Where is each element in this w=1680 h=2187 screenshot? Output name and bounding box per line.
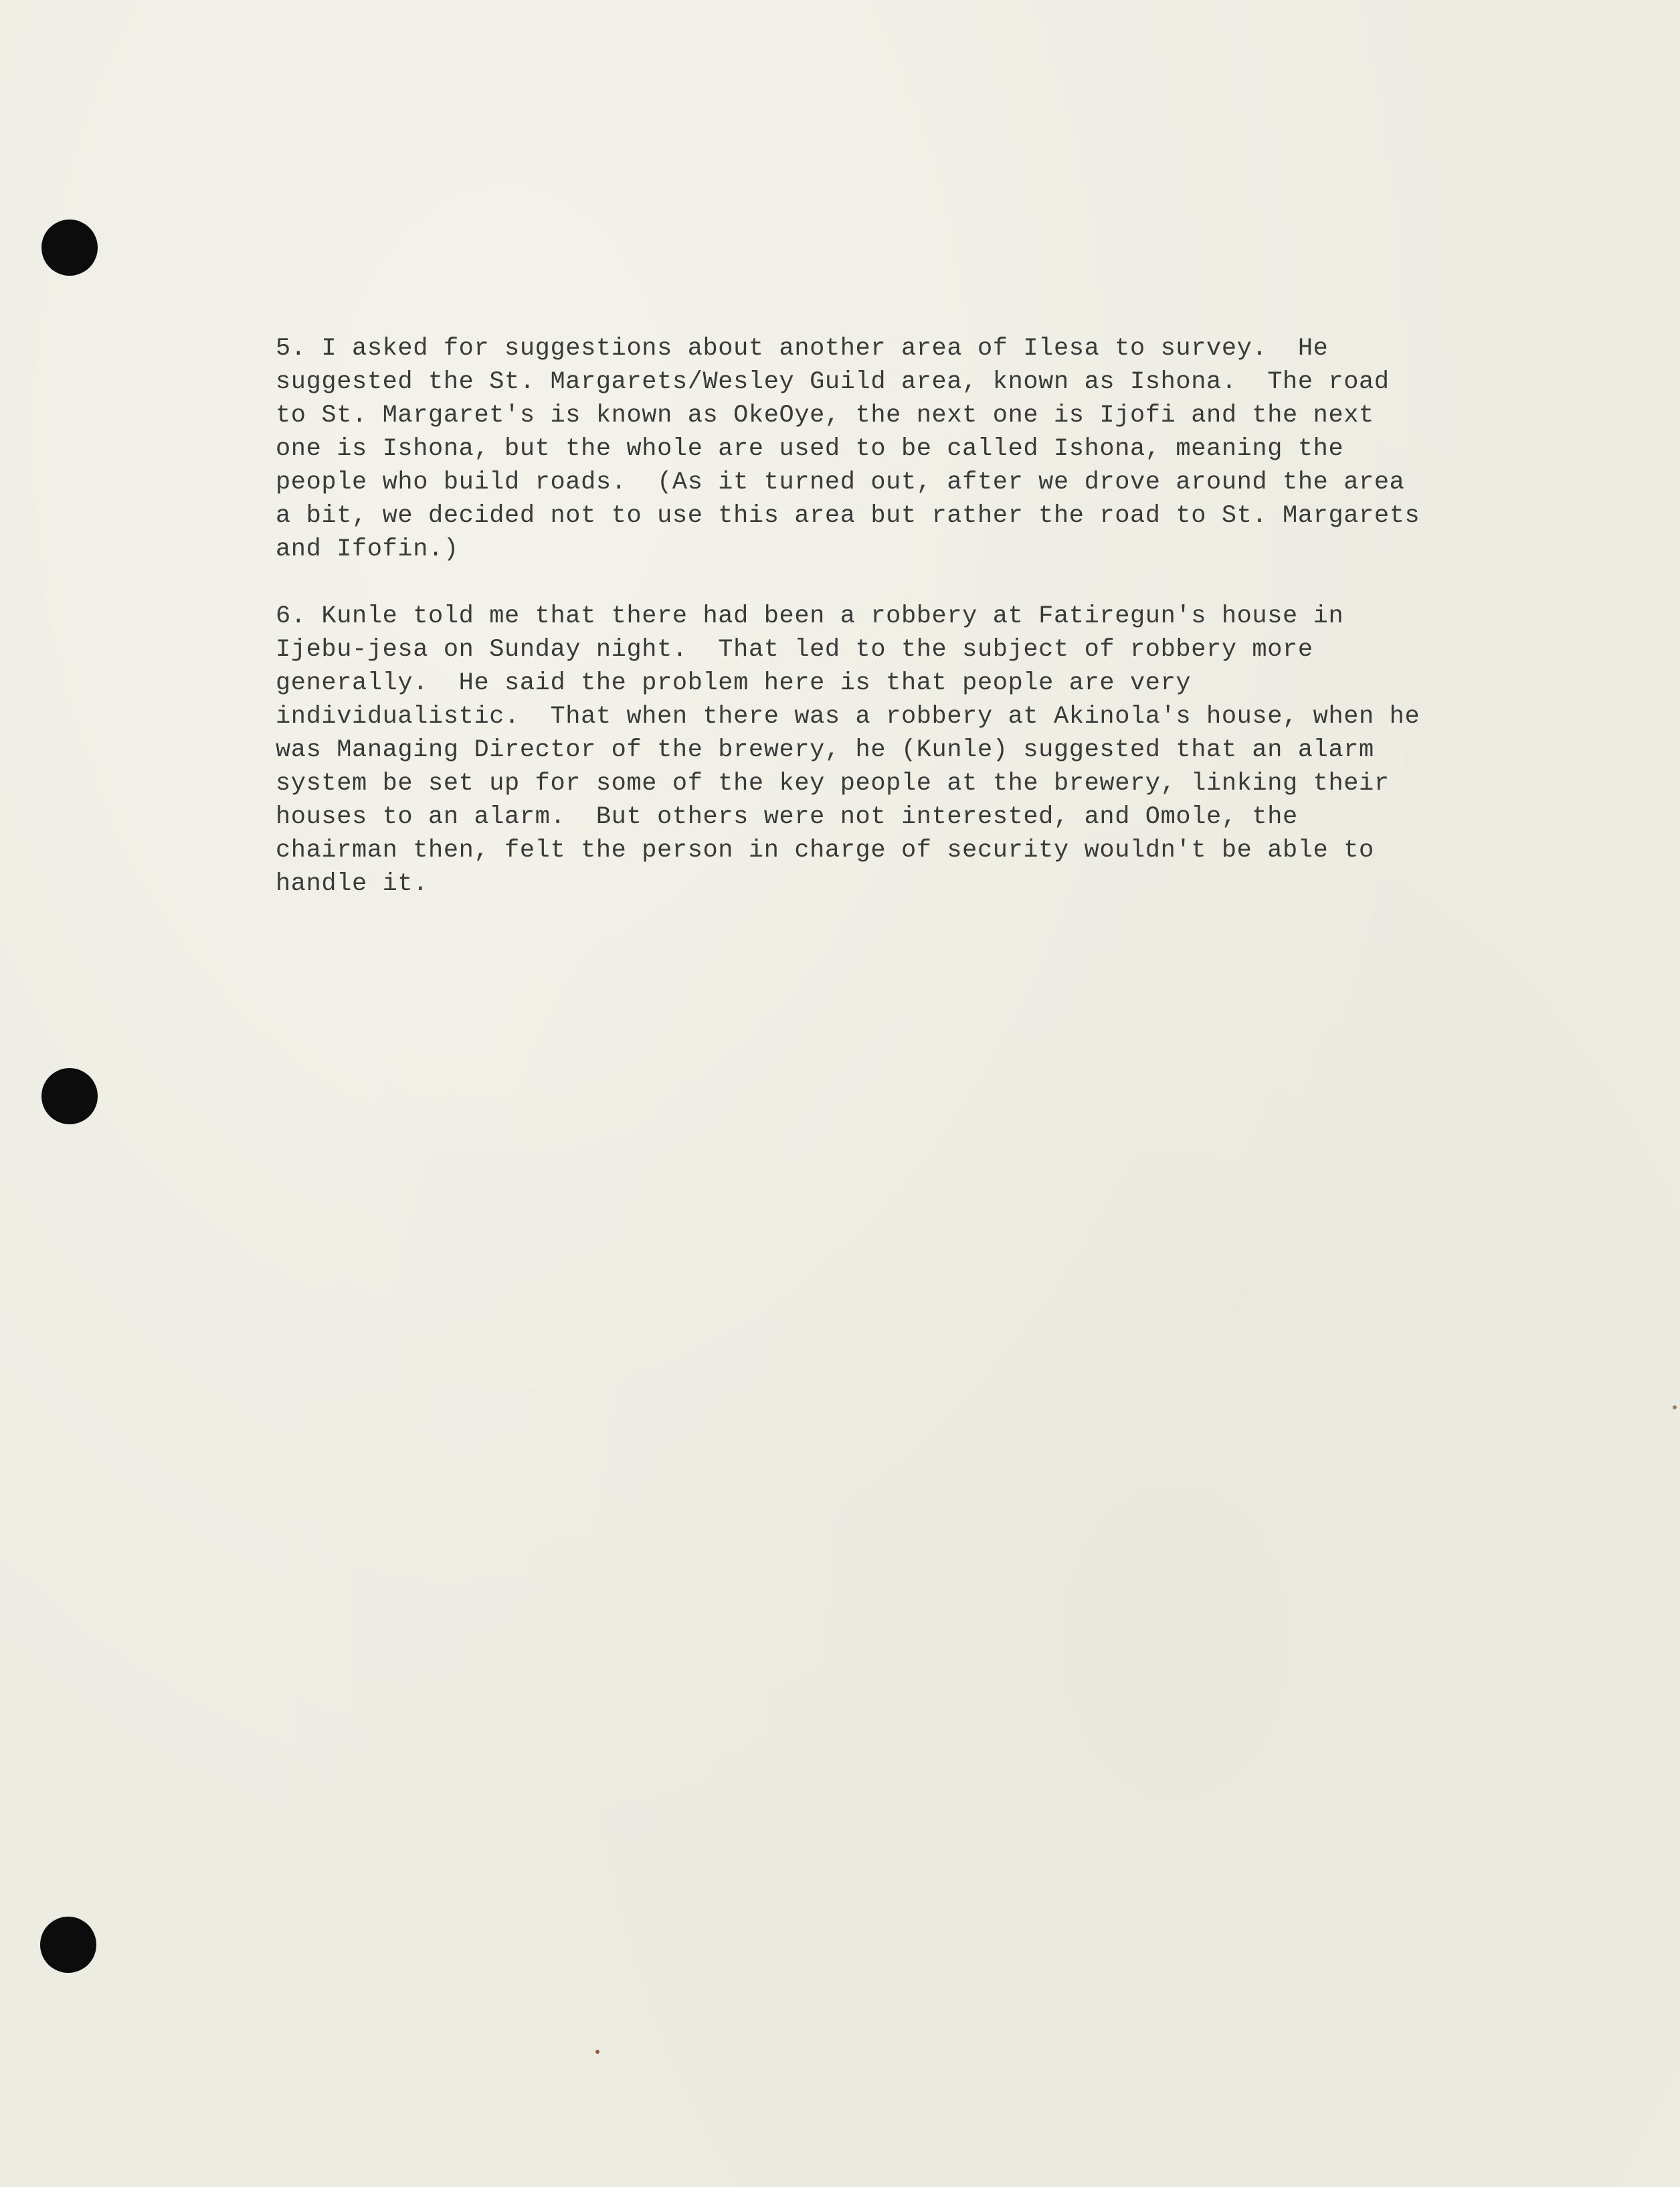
punch-hole-bottom (40, 1917, 96, 1973)
punch-hole-top (41, 220, 98, 276)
typed-notes (276, 332, 1667, 934)
text-line: individualistic. That when there was a robbery at Akinola's house, when he (276, 703, 1420, 731)
text-line: chairman then, felt the person in charge of security wouldn't be able to (276, 837, 1374, 865)
text-line: was Managing Director of the brewery, he (Kunle) suggested that an alarm (276, 736, 1374, 764)
text-line: suggested the St. Margarets/Wesley Guild area, known as Ishona. The road (276, 368, 1390, 396)
text-line: houses to an alarm. But others were not interested, and Omole, the (276, 803, 1298, 831)
paragraph-5 (276, 332, 1667, 566)
text-line: a bit, we decided not to use this area but rather the road to St. Margarets (276, 502, 1420, 530)
text-line: generally. He said the problem here is that people are very (276, 669, 1192, 697)
paper-speck (595, 2050, 599, 2054)
text-line: and Ifofin.) (276, 535, 459, 563)
text-line: 5. I asked for suggestions about another area of Ilesa to survey. He (276, 335, 1329, 363)
text-line: Ijebu-jesa on Sunday night. That led to the subject of robbery more (276, 636, 1313, 664)
text-line: system be set up for some of the key people at the brewery, linking their (276, 770, 1390, 798)
text-line: to St. Margaret's is known as OkeOye, the next one is Ijofi and the next (276, 402, 1374, 430)
paper-speck (1673, 1405, 1677, 1409)
text-line: one is Ishona, but the whole are used to be called Ishona, meaning the (276, 435, 1344, 463)
paragraph-6 (276, 600, 1667, 901)
text-line: people who build roads. (As it turned out, after we drove around the area (276, 468, 1405, 497)
text-line: 6. Kunle told me that there had been a robbery at Fatiregun's house in (276, 602, 1344, 630)
punch-hole-middle (41, 1068, 98, 1124)
text-line: handle it. (276, 870, 429, 898)
